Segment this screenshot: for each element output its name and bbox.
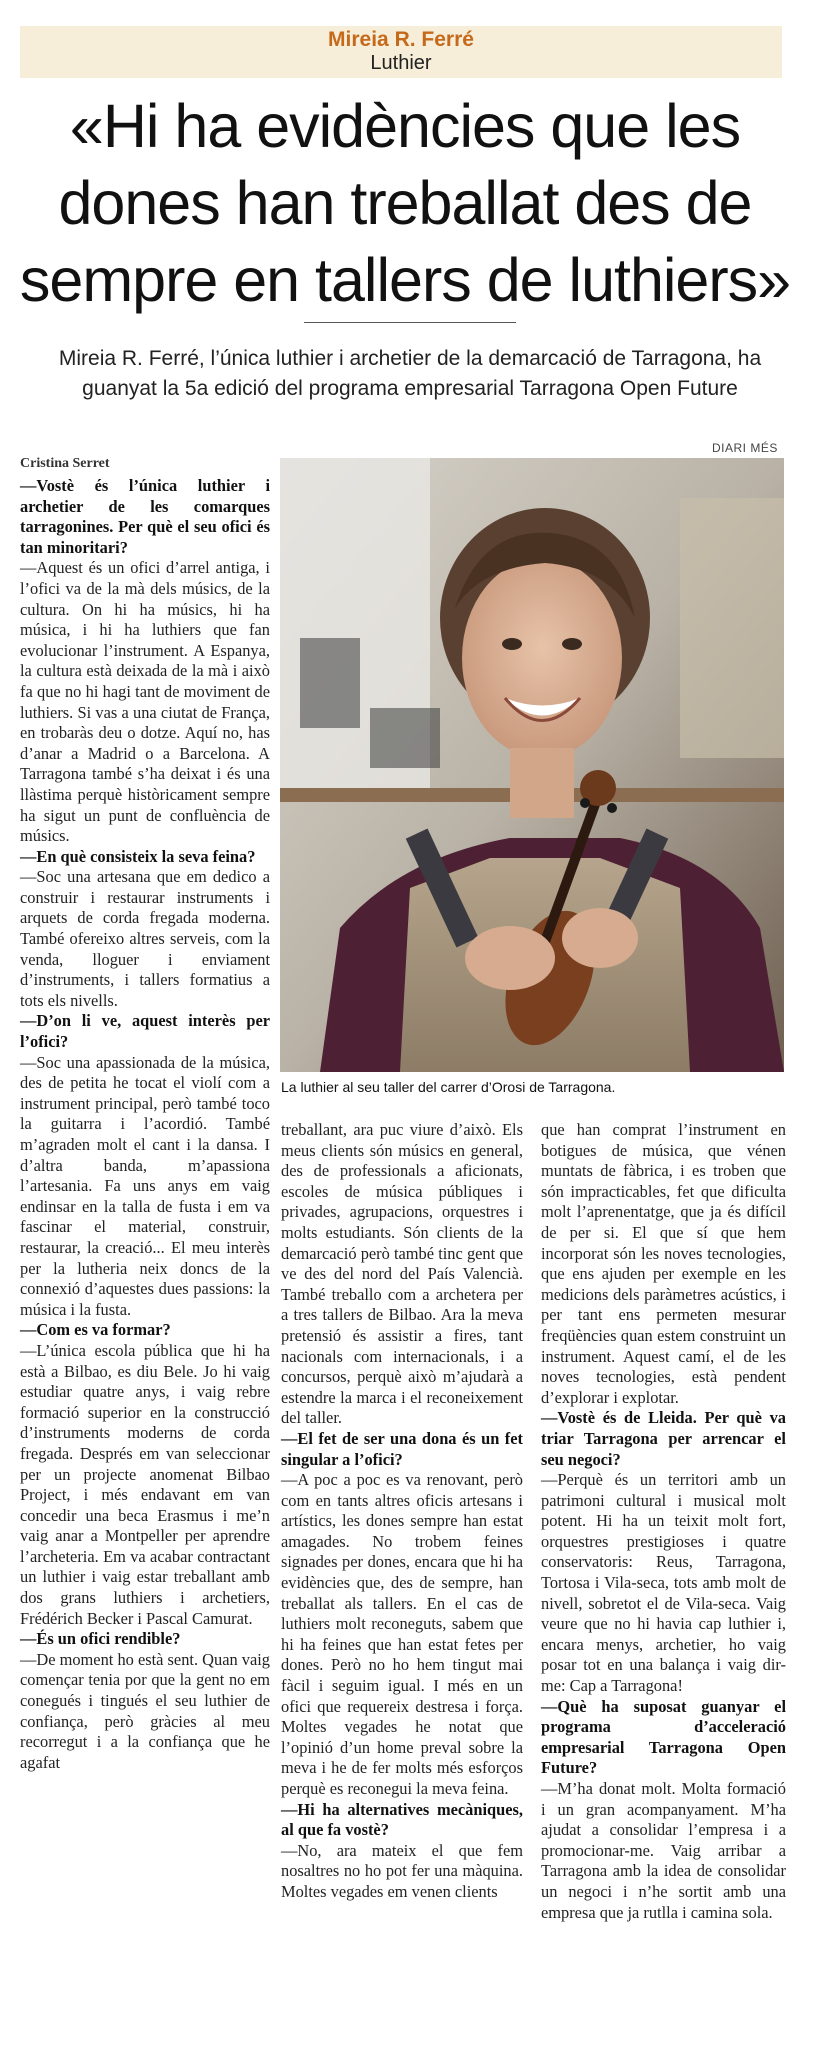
photo-image [280, 458, 784, 1072]
interview-answer: que han comprat l’instrument en botigues de música, que vénen muntats de fàbrica, i es troben que són impracticables, fet que dificulta molt l’aprenentatge, que ja és difícil de per si. El que sí que hem incorporat són les noves tecnologies, que ens ajuden per exemple en les medicions dels paràmetres acústics, i per tant ens permeten mesurar freqüències quan estem construint un instrument. Aquest camí, el de les noves tecnologies, està pendent d’explorar i explotar. [541, 1120, 786, 1407]
interview-question: —Què ha suposat guanyar el programa d’acceleració empresarial Tarragona Open Future? [541, 1696, 786, 1778]
interview-answer: treballant, ara puc viure d’això. Els meus clients són músics en general, des de professionals a aficionats, escoles de música públiques i privades, agrupacions, orquestres i molts estudiants. Són clients de la demarcació però també tinc gent que ve des del nord del País Valencià. També treballo com a archetera per a tres tallers de Bilbao. Ara la meva pretensió és assistir a fires, tant nacionals com internacionals, i a concursos, perquè això m’ajudarà a estendre la marca i el reconeixement del taller. [281, 1120, 523, 1428]
interview-question: —En què consisteix la seva feina? [20, 846, 256, 866]
photo-credit: DIARI MÉS [712, 441, 778, 455]
photo-caption: La luthier al seu taller del carrer d’Orosi de Tarragona. [281, 1079, 616, 1095]
interviewee-role: Luthier [370, 52, 432, 74]
interview-answer: —L’única escola pública que hi ha està a Bilbao, es diu Bele. Jo hi vaig estudiar quatre anys, i vaig rebre formació superior en la construcció d’instruments moderns de corda fregada. Després em van seleccionar per un projecte anomenat Bilbao Project, i més endavant em van concedir una beca Erasmus i me’n vaig anar a Montpeller per aprendre l’archeteria. Em va acabar contractant un luthier i vaig estar treballant amb dos grans luthiers i archetiers, Frédérich Becker i Pascal Camurat. [20, 1340, 270, 1628]
article-column-3 [541, 1120, 786, 2060]
article-column-2 [281, 1120, 523, 2060]
divider [304, 322, 516, 323]
interview-question: —Vostè és l’única luthier i archetier de les comarques tarragonines. Per què el seu ofici és tan minoritari? [20, 476, 270, 557]
author-byline: Cristina Serret [20, 456, 110, 471]
interview-answer: —Soc una artesana que em dedico a construir i restaurar instruments i arquets de corda fregada moderna. També ofereixo altres serveis, com la venda, lloguer i enviament d’instruments, i tallers formatius a tots els nivells. [20, 867, 270, 1010]
luthier-photo [280, 458, 784, 1072]
interview-answer: —Perquè és un territori amb un patrimoni cultural i musical molt potent. Hi ha un teixit molt fort, orquestres prestigioses i quatre conservatoris: Reus, Tarragona, Tortosa i Vila-seca, tots amb molt de nivell, sobretot el de Vila-seca. Vaig veure que no hi havia cap luthier i, encara menys, archetier, ho vaig posar tot en una balança i vaig dir-me: Cap a Tarragona! [541, 1470, 786, 1696]
interview-answer: —Soc una apassionada de la música, des de petita he tocat el violí com a instrument principal, però també toco la guitarra i l’acordió. També m’agraden molt el cant i la dansa. I d’altra banda, m’apassiona l’artesania. Fa uns anys em vaig endinsar en la talla de fusta i em va fascinar el material, construir, restaurar, la creació... El meu interès per la lutheria neix doncs de la connexió d’aquestes dues passions: la música i la fusta. [20, 1052, 270, 1319]
interview-question: —D’on li ve, aquest interès per l’ofici? [20, 1011, 270, 1052]
interview-question: —Vostè és de Lleida. Per què va triar Tarragona per arrencar el seu negoci? [541, 1408, 786, 1469]
subheadline: Mireia R. Ferré, l’única luthier i archetier de la demarcació de Tarragona, ha guanyat la 5a edició del programa empresarial Tarragona Open Future [58, 347, 762, 400]
header-band [20, 26, 782, 78]
interview-answer: —No, ara mateix el que fem nosaltres no ho pot fer una màquina. Moltes vegades em venen clients [281, 1840, 523, 1901]
interview-answer: —Aquest és un ofici d’arrel antiga, i l’ofici va de la mà dels músics, de la cultura. On hi ha músics, hi ha música, i hi ha luthiers que fan evolucionar l’instrument. A Espanya, la cultura està deixada de la mà i això fa que no hi hagi tant de moviment de luthiers. Si vas a una ciutat de França, en trobaràs deu o dotze. Aquí no, has d’anar a Madrid o a Barcelona. A Tarragona també s’ha deixat i és una llàstima perquè històricament sempre ha sigut un punt de confluència de músics. [20, 558, 270, 846]
article-column-1 [20, 476, 270, 2056]
interview-question: —Hi ha alternatives mecàniques, al que fa vostè? [281, 1799, 523, 1840]
interview-question: —Com es va formar? [20, 1320, 171, 1340]
interview-answer: —A poc a poc es va renovant, però com en tants altres oficis artesans i artístics, les dones sempre han estat amagades. No trobem feines signades per dones, encara que hi ha evidències que, des de sempre, han treballat als tallers. En el cas de luthiers molt reconeguts, sabem que hi ha feines que han estat fetes per dones. Però no ho hem tingut mai fàcil i seguim igual. I més en un ofici que requereix destresa i força. Moltes vegades he notat que l’opinió d’un home preval sobre la meva i he de fer molts més esforços perquè es reconegui la meva feina. [281, 1470, 523, 1798]
interviewee-name: Mireia R. Ferré [328, 28, 474, 51]
interview-question: —És un ofici rendible? [20, 1629, 181, 1649]
interview-question: —El fet de ser una dona és un fet singular a l’ofici? [281, 1428, 523, 1469]
interview-answer: —De moment ho està sent. Quan vaig començar tenia por que la gent no em conegués i tingués el seu luthier de confiança, però gràcies al meu recorregut i a la confiança que he agafat [20, 1649, 270, 1772]
interview-answer: —M’ha donat molt. Molta formació i un gran acompanyament. M’ha ajudat a consolidar l’empresa i a promocionar-me. Vaig arribar a Tarragona amb la idea de consolidar un negoci i n’he sortit amb una empresa que ja rutlla i camina sola. [541, 1779, 786, 1922]
headline: «Hi ha evidències que les dones han treballat des de sempre en tallers de luthiers» [19, 92, 791, 314]
